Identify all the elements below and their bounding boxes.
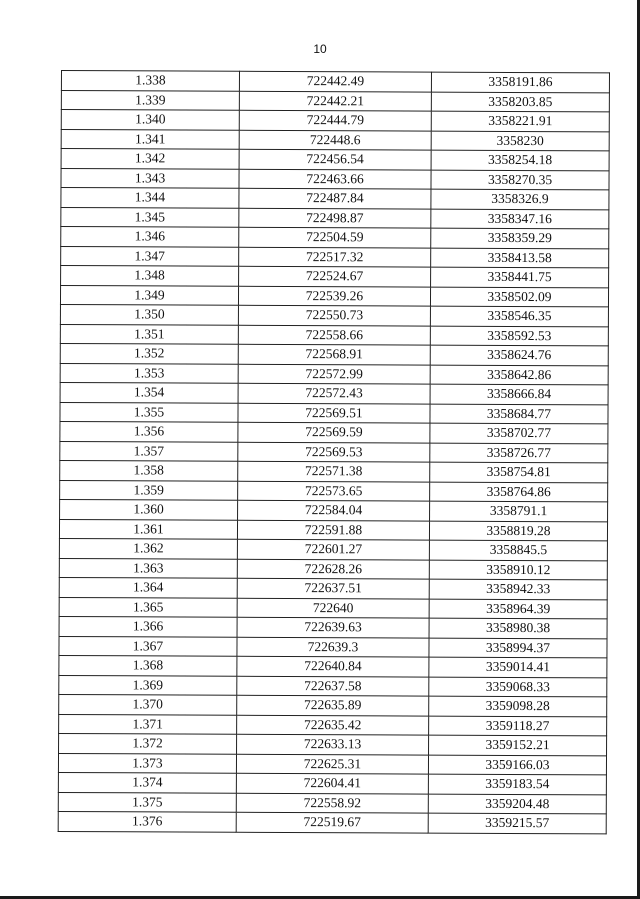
x-coordinate-cell: 722517.32 [239, 247, 431, 267]
page-number: 10 [313, 42, 327, 56]
point-id-cell: 1.341 [61, 129, 239, 149]
point-id-cell: 1.362 [59, 538, 237, 558]
y-coordinate-cell: 3359098.28 [429, 696, 607, 716]
x-coordinate-cell: 722569.51 [238, 403, 430, 423]
point-id-cell: 1.360 [60, 499, 238, 519]
point-id-cell: 1.364 [59, 577, 237, 597]
x-coordinate-cell: 722504.59 [239, 227, 431, 247]
x-coordinate-cell: 722637.51 [237, 578, 429, 598]
y-coordinate-cell: 3358359.29 [431, 228, 609, 248]
point-id-cell: 1.344 [61, 188, 239, 208]
point-id-cell: 1.343 [61, 168, 239, 188]
y-coordinate-cell: 3358502.09 [430, 287, 608, 307]
x-coordinate-cell: 722584.04 [238, 500, 430, 520]
y-coordinate-cell: 3358413.58 [431, 248, 609, 268]
x-coordinate-cell: 722524.67 [239, 266, 431, 286]
x-coordinate-cell: 722569.53 [238, 442, 430, 462]
point-id-cell: 1.357 [60, 441, 238, 461]
point-id-cell: 1.352 [60, 343, 238, 363]
point-id-cell: 1.361 [59, 519, 237, 539]
x-coordinate-cell: 722487.84 [239, 188, 431, 208]
coordinate-table [58, 70, 610, 834]
table-row [60, 343, 608, 365]
y-coordinate-cell: 3358191.86 [431, 72, 609, 92]
y-coordinate-cell: 3359014.41 [429, 657, 607, 677]
point-id-cell: 1.375 [58, 792, 236, 812]
x-coordinate-cell: 722571.38 [238, 461, 430, 481]
table-row [60, 382, 608, 404]
x-coordinate-cell: 722640.84 [237, 656, 429, 676]
y-coordinate-cell: 3359204.48 [428, 794, 606, 814]
point-id-cell: 1.359 [60, 480, 238, 500]
table-row [59, 597, 607, 619]
table-row [60, 499, 608, 521]
table-row [61, 149, 609, 171]
table-row [60, 402, 608, 424]
table-row [59, 714, 607, 736]
x-coordinate-cell: 722442.49 [239, 71, 431, 91]
table-row [60, 304, 608, 326]
y-coordinate-cell: 3358994.37 [429, 638, 607, 658]
point-id-cell: 1.348 [61, 266, 239, 286]
y-coordinate-cell: 3358980.38 [429, 618, 607, 638]
y-coordinate-cell: 3358254.18 [431, 150, 609, 170]
point-id-cell: 1.358 [60, 460, 238, 480]
point-id-cell: 1.345 [61, 207, 239, 227]
table-row [60, 363, 608, 385]
table-row [61, 129, 609, 151]
y-coordinate-cell: 3358666.84 [430, 384, 608, 404]
table-row [61, 110, 609, 132]
y-coordinate-cell: 3358964.39 [429, 599, 607, 619]
x-coordinate-cell: 722591.88 [237, 520, 429, 540]
table-row [59, 694, 607, 716]
y-coordinate-cell: 3358546.35 [430, 306, 608, 326]
point-id-cell: 1.349 [60, 285, 238, 305]
y-coordinate-cell: 3358270.35 [431, 170, 609, 190]
y-coordinate-cell: 3358819.28 [429, 521, 607, 541]
x-coordinate-cell: 722640 [237, 598, 429, 618]
y-coordinate-cell: 3359118.27 [429, 716, 607, 736]
point-id-cell: 1.353 [60, 363, 238, 383]
table-row [59, 675, 607, 697]
point-id-cell: 1.368 [59, 655, 237, 675]
y-coordinate-cell: 3358726.77 [430, 443, 608, 463]
y-coordinate-cell: 3359152.21 [429, 735, 607, 755]
table-row [59, 538, 607, 560]
x-coordinate-cell: 722456.54 [239, 149, 431, 169]
y-coordinate-cell: 3358203.85 [431, 92, 609, 112]
x-coordinate-cell: 722498.87 [239, 208, 431, 228]
y-coordinate-cell: 3359215.57 [428, 813, 606, 833]
x-coordinate-cell: 722628.26 [237, 559, 429, 579]
table-row [61, 227, 609, 249]
table-row [60, 460, 608, 482]
table-row [60, 285, 608, 307]
x-coordinate-cell: 722569.59 [238, 422, 430, 442]
point-id-cell: 1.350 [60, 304, 238, 324]
table-row [61, 188, 609, 210]
y-coordinate-cell: 3358624.76 [430, 345, 608, 365]
x-coordinate-cell: 722625.31 [236, 754, 428, 774]
table-row [61, 246, 609, 268]
point-id-cell: 1.370 [59, 694, 237, 714]
x-coordinate-cell: 722639.3 [237, 637, 429, 657]
table-row [59, 733, 607, 755]
y-coordinate-cell: 3358326.9 [431, 189, 609, 209]
point-id-cell: 1.347 [61, 246, 239, 266]
y-coordinate-cell: 3358684.77 [430, 404, 608, 424]
point-id-cell: 1.374 [58, 772, 236, 792]
table-row [61, 168, 609, 190]
y-coordinate-cell: 3358764.86 [430, 482, 608, 502]
x-coordinate-cell: 722442.21 [239, 91, 431, 111]
table-row [59, 577, 607, 599]
point-id-cell: 1.346 [61, 227, 239, 247]
y-coordinate-cell: 3358910.12 [429, 560, 607, 580]
point-id-cell: 1.373 [58, 753, 236, 773]
point-id-cell: 1.365 [59, 597, 237, 617]
x-coordinate-cell: 722550.73 [238, 305, 430, 325]
point-id-cell: 1.342 [61, 149, 239, 169]
table-row [59, 519, 607, 541]
y-coordinate-cell: 3358702.77 [430, 423, 608, 443]
point-id-cell: 1.338 [61, 71, 239, 91]
y-coordinate-cell: 3358592.53 [430, 326, 608, 346]
table-row [61, 71, 609, 93]
table-row [61, 266, 609, 288]
y-coordinate-cell: 3359068.33 [429, 677, 607, 697]
point-id-cell: 1.339 [61, 90, 239, 110]
y-coordinate-cell: 3358221.91 [431, 111, 609, 131]
point-id-cell: 1.363 [59, 558, 237, 578]
table-row [59, 636, 607, 658]
x-coordinate-cell: 722558.66 [238, 325, 430, 345]
table-row [60, 421, 608, 443]
y-coordinate-cell: 3359183.54 [428, 774, 606, 794]
x-coordinate-cell: 722448.6 [239, 130, 431, 150]
point-id-cell: 1.372 [59, 733, 237, 753]
table-row [61, 90, 609, 112]
table-row [58, 753, 606, 775]
y-coordinate-cell: 3358642.86 [430, 365, 608, 385]
x-coordinate-cell: 722558.92 [236, 793, 428, 813]
x-coordinate-cell: 722637.58 [237, 676, 429, 696]
x-coordinate-cell: 722635.42 [237, 715, 429, 735]
x-coordinate-cell: 722568.91 [238, 344, 430, 364]
point-id-cell: 1.355 [60, 402, 238, 422]
x-coordinate-cell: 722573.65 [238, 481, 430, 501]
table-row [59, 655, 607, 677]
y-coordinate-cell: 3358347.16 [431, 209, 609, 229]
x-coordinate-cell: 722539.26 [238, 286, 430, 306]
table-row [60, 441, 608, 463]
point-id-cell: 1.366 [59, 616, 237, 636]
x-coordinate-cell: 722633.13 [237, 734, 429, 754]
coordinate-table-body [58, 71, 609, 834]
y-coordinate-cell: 3358791.1 [430, 501, 608, 521]
point-id-cell: 1.376 [58, 811, 236, 831]
x-coordinate-cell: 722601.27 [237, 539, 429, 559]
table-row [60, 324, 608, 346]
x-coordinate-cell: 722639.63 [237, 617, 429, 637]
x-coordinate-cell: 722604.41 [236, 773, 428, 793]
point-id-cell: 1.351 [60, 324, 238, 344]
x-coordinate-cell: 722444.79 [239, 110, 431, 130]
table-row [59, 558, 607, 580]
point-id-cell: 1.356 [60, 421, 238, 441]
y-coordinate-cell: 3358230 [431, 131, 609, 151]
point-id-cell: 1.371 [59, 714, 237, 734]
x-coordinate-cell: 722635.89 [237, 695, 429, 715]
x-coordinate-cell: 722572.99 [238, 364, 430, 384]
x-coordinate-cell: 722572.43 [238, 383, 430, 403]
table-row [60, 480, 608, 502]
table-row [61, 207, 609, 229]
y-coordinate-cell: 3359166.03 [428, 755, 606, 775]
y-coordinate-cell: 3358754.81 [430, 462, 608, 482]
point-id-cell: 1.354 [60, 382, 238, 402]
y-coordinate-cell: 3358441.75 [431, 267, 609, 287]
table-row [58, 811, 606, 833]
y-coordinate-cell: 3358845.5 [429, 540, 607, 560]
y-coordinate-cell: 3358942.33 [429, 579, 607, 599]
x-coordinate-cell: 722463.66 [239, 169, 431, 189]
table-row [58, 772, 606, 794]
table-row [59, 616, 607, 638]
point-id-cell: 1.369 [59, 675, 237, 695]
point-id-cell: 1.367 [59, 636, 237, 656]
table-row [58, 792, 606, 814]
point-id-cell: 1.340 [61, 110, 239, 130]
x-coordinate-cell: 722519.67 [236, 812, 428, 832]
